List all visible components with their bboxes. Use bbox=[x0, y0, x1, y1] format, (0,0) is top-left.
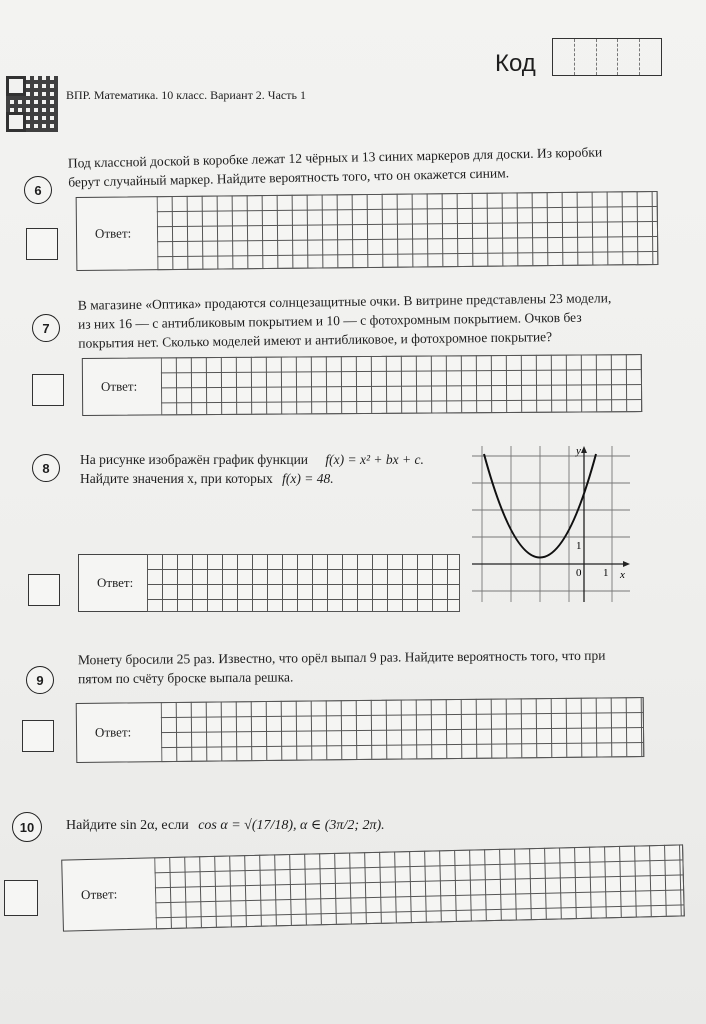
task-6-answer-grid[interactable] bbox=[157, 191, 659, 270]
task-8-answer-label: Ответ: bbox=[97, 575, 134, 590]
code-label: Код bbox=[495, 50, 536, 77]
task-10-answer-field[interactable] bbox=[61, 844, 685, 931]
task-8-function-formula: f(x) = x² + bx + c. bbox=[325, 452, 424, 467]
task-9-line-2: пятом по счёту броске выпала решка. bbox=[78, 669, 294, 687]
task-8-line-2 bbox=[80, 469, 424, 488]
task-7-answer-grid[interactable] bbox=[161, 354, 642, 415]
task-9-line-1: Монету бросили 25 раз. Известно, что орёл выпал 9 раз. Найдите вероятность того, что при bbox=[77, 647, 606, 668]
task-6-number: 6 bbox=[24, 176, 52, 204]
task-7-line-3: покрытия нет. Сколько моделей имеют и антибликовое, и фотохромное покрытие? bbox=[78, 329, 553, 351]
graph-x-tick-label: 1 bbox=[603, 567, 609, 579]
graph-x-axis-label: x bbox=[620, 569, 625, 581]
task-9-checkbox[interactable] bbox=[22, 720, 54, 752]
task-8-line-1-text: На рисунке изображён график функции bbox=[80, 452, 309, 467]
task-7-text bbox=[78, 288, 612, 352]
task-8-answer-grid[interactable] bbox=[147, 554, 460, 612]
task-8-value-formula: f(x) = 48. bbox=[282, 471, 334, 486]
task-7-line-2: из них 16 — с антибликовым покрытием и 10 — с фотохромным покрытием. Очков без bbox=[77, 309, 582, 332]
task-6-line-1: Под классной доской в коробке лежат 12 чёрных и 13 синих маркеров для доски. Из коробки bbox=[67, 144, 603, 171]
task-8-line-1 bbox=[80, 450, 424, 469]
task-6-text bbox=[68, 142, 603, 191]
task-10-formula: cos α = √(17/18), α ∈ (3π/2; 2π). bbox=[198, 818, 385, 833]
task-8-answer-field[interactable] bbox=[78, 554, 460, 612]
task-10-prefix: Найдите sin 2α, если bbox=[66, 818, 189, 833]
task-8-parabola-graph bbox=[472, 446, 630, 602]
graph-y-axis-label: y bbox=[576, 446, 581, 457]
task-8-checkbox[interactable] bbox=[28, 574, 60, 606]
task-7-answer-field[interactable] bbox=[82, 354, 642, 416]
graph-y-tick-label: 1 bbox=[576, 540, 582, 552]
qr-code bbox=[6, 76, 58, 132]
task-10-answer-label: Ответ: bbox=[80, 886, 118, 903]
task-9-text bbox=[78, 646, 606, 689]
task-6-answer-label: Ответ: bbox=[94, 225, 132, 241]
graph-origin-label: 0 bbox=[576, 567, 582, 579]
task-7-checkbox[interactable] bbox=[32, 374, 64, 406]
task-8-text bbox=[80, 450, 424, 488]
task-6-line-2: берут случайный маркер. Найдите вероятность того, что он окажется синим. bbox=[68, 165, 510, 190]
task-7-answer-label: Ответ: bbox=[100, 378, 138, 394]
task-7-number: 7 bbox=[32, 314, 60, 342]
task-10-checkbox[interactable] bbox=[4, 880, 38, 916]
task-8-number: 8 bbox=[32, 454, 60, 482]
header-title: ВПР. Математика. 10 класс. Вариант 2. Часть 1 bbox=[66, 88, 306, 102]
code-input-box[interactable] bbox=[552, 38, 662, 76]
task-9-answer-grid[interactable] bbox=[161, 697, 645, 762]
task-9-number: 9 bbox=[26, 666, 54, 694]
task-6-answer-field[interactable] bbox=[76, 191, 659, 271]
task-9-answer-field[interactable] bbox=[76, 697, 645, 763]
task-10-answer-grid[interactable] bbox=[154, 844, 685, 929]
task-6-checkbox[interactable] bbox=[26, 228, 58, 260]
task-8-line-2-text: Найдите значения x, при которых bbox=[80, 471, 273, 486]
task-10-text bbox=[66, 816, 385, 835]
task-10-number: 10 bbox=[12, 812, 42, 842]
task-9-answer-label: Ответ: bbox=[94, 724, 132, 740]
task-7-line-1: В магазине «Оптика» продаются солнцезащитные очки. В витрине представлены 23 модели, bbox=[77, 290, 612, 313]
